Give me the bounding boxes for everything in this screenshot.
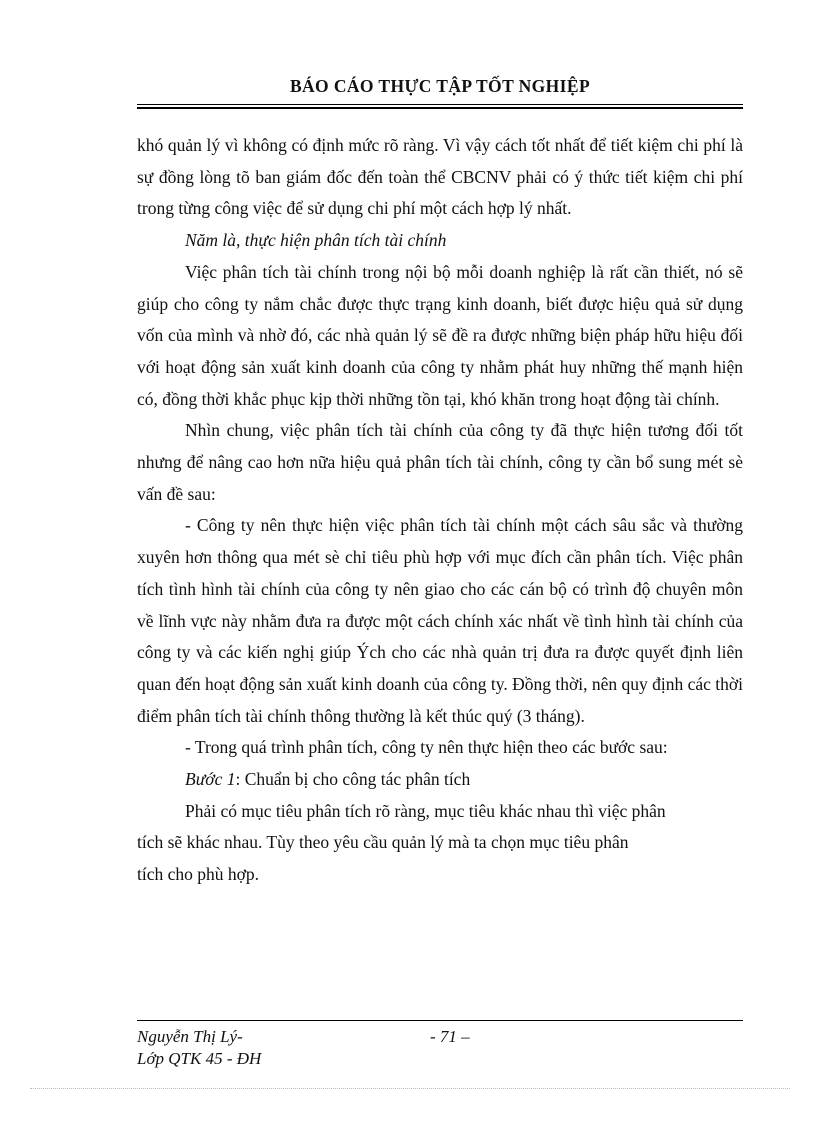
section-heading-financial-analysis: Năm là, thực hiện phân tích tài chính [185, 230, 447, 251]
page-header: BÁO CÁO THỰC TẬP TỐT NGHIỆP [289, 76, 591, 96]
footer-rule [137, 1020, 743, 1021]
closing-line-3: tích cho phù hợp. [137, 864, 260, 885]
step-1-heading [137, 764, 743, 796]
header-rule-thick [137, 107, 743, 109]
paragraph-recommendation-2: - Trong quá trình phân tích, công ty nên thực hiện theo các bước sau: [185, 737, 668, 758]
footer-class: Lớp QTK 45 - ĐH [137, 1049, 262, 1068]
step-1-label: Bước 1 [185, 769, 236, 790]
paragraph-recommendation-1: - Công ty nên thực hiện việc phân tích tài chính một cách sâu sắc và thường xuyên hơn thông qua mét sè chỉ tiêu phù hợp với mục đích cần phân tích. Việc phân tích tình hình tài chính của công ty nên giao cho các cán bộ có trình độ chuyên môn về lĩnh vực này nhằm đưa ra được một cách chính xác nhất về tình hình tài chính của công ty và các kiến nghị giúp Ých cho các nhà quản trị đưa ra được quyết định liên quan đến hoạt động sản xuất kinh doanh của công ty. Đồng thời, nên quy định các thời điểm phân tích tài chính thông thường là kết thúc quý (3 tháng). [137, 515, 743, 726]
footer-author-block [137, 1026, 261, 1070]
step-1-text: : Chuẩn bị cho công tác phân tích [235, 769, 471, 790]
body-text [137, 130, 743, 891]
paragraph-cost-saving: khó quản lý vì không có định mức rõ ràng. Vì vậy cách tốt nhất để tiết kiệm chi phí là sự đồng lòng tõ ban giám đốc đến toàn thể CBCNV phải có ý thức tiết kiệm chi phí trong từng công việc để sử dụng chi phí một cách hợp lý nhất. [137, 135, 743, 219]
paragraph-analysis-importance: Việc phân tích tài chính trong nội bộ mỗi doanh nghiệp là rất cần thiết, nó sẽ giúp cho công ty nắm chắc được thực trạng kinh doanh, biết được hiệu quả sử dụng vốn của mình và nhờ đó, các nhà quản lý sẽ đề ra được những biện pháp hữu hiệu đối với hoạt động sản xuất kinh doanh của công ty nhằm phát huy những thế mạnh hiện có, đồng thời khắc phục kịp thời những tồn tại, khó khăn trong hoạt động tài chính. [137, 261, 743, 409]
footer-author: Nguyễn Thị Lý- [137, 1027, 243, 1046]
header-rule-thin [137, 104, 743, 105]
footer-page-number: - 71 – [430, 1027, 470, 1046]
paragraph-general-assessment: Nhìn chung, việc phân tích tài chính của công ty đã thực hiện tương đối tốt nhưng để nâng cao hơn nữa hiệu quả phân tích tài chính, công ty cần bổ sung mét sè vấn đề sau: [137, 420, 743, 504]
closing-line-1: Phải có mục tiêu phân tích rõ ràng, mục tiêu khác nhau thì việc phân [185, 800, 666, 821]
closing-line-2: tích sẽ khác nhau. Tùy theo yêu cầu quản lý mà ta chọn mục tiêu phân [137, 832, 629, 853]
page-bottom-border [30, 1088, 790, 1089]
